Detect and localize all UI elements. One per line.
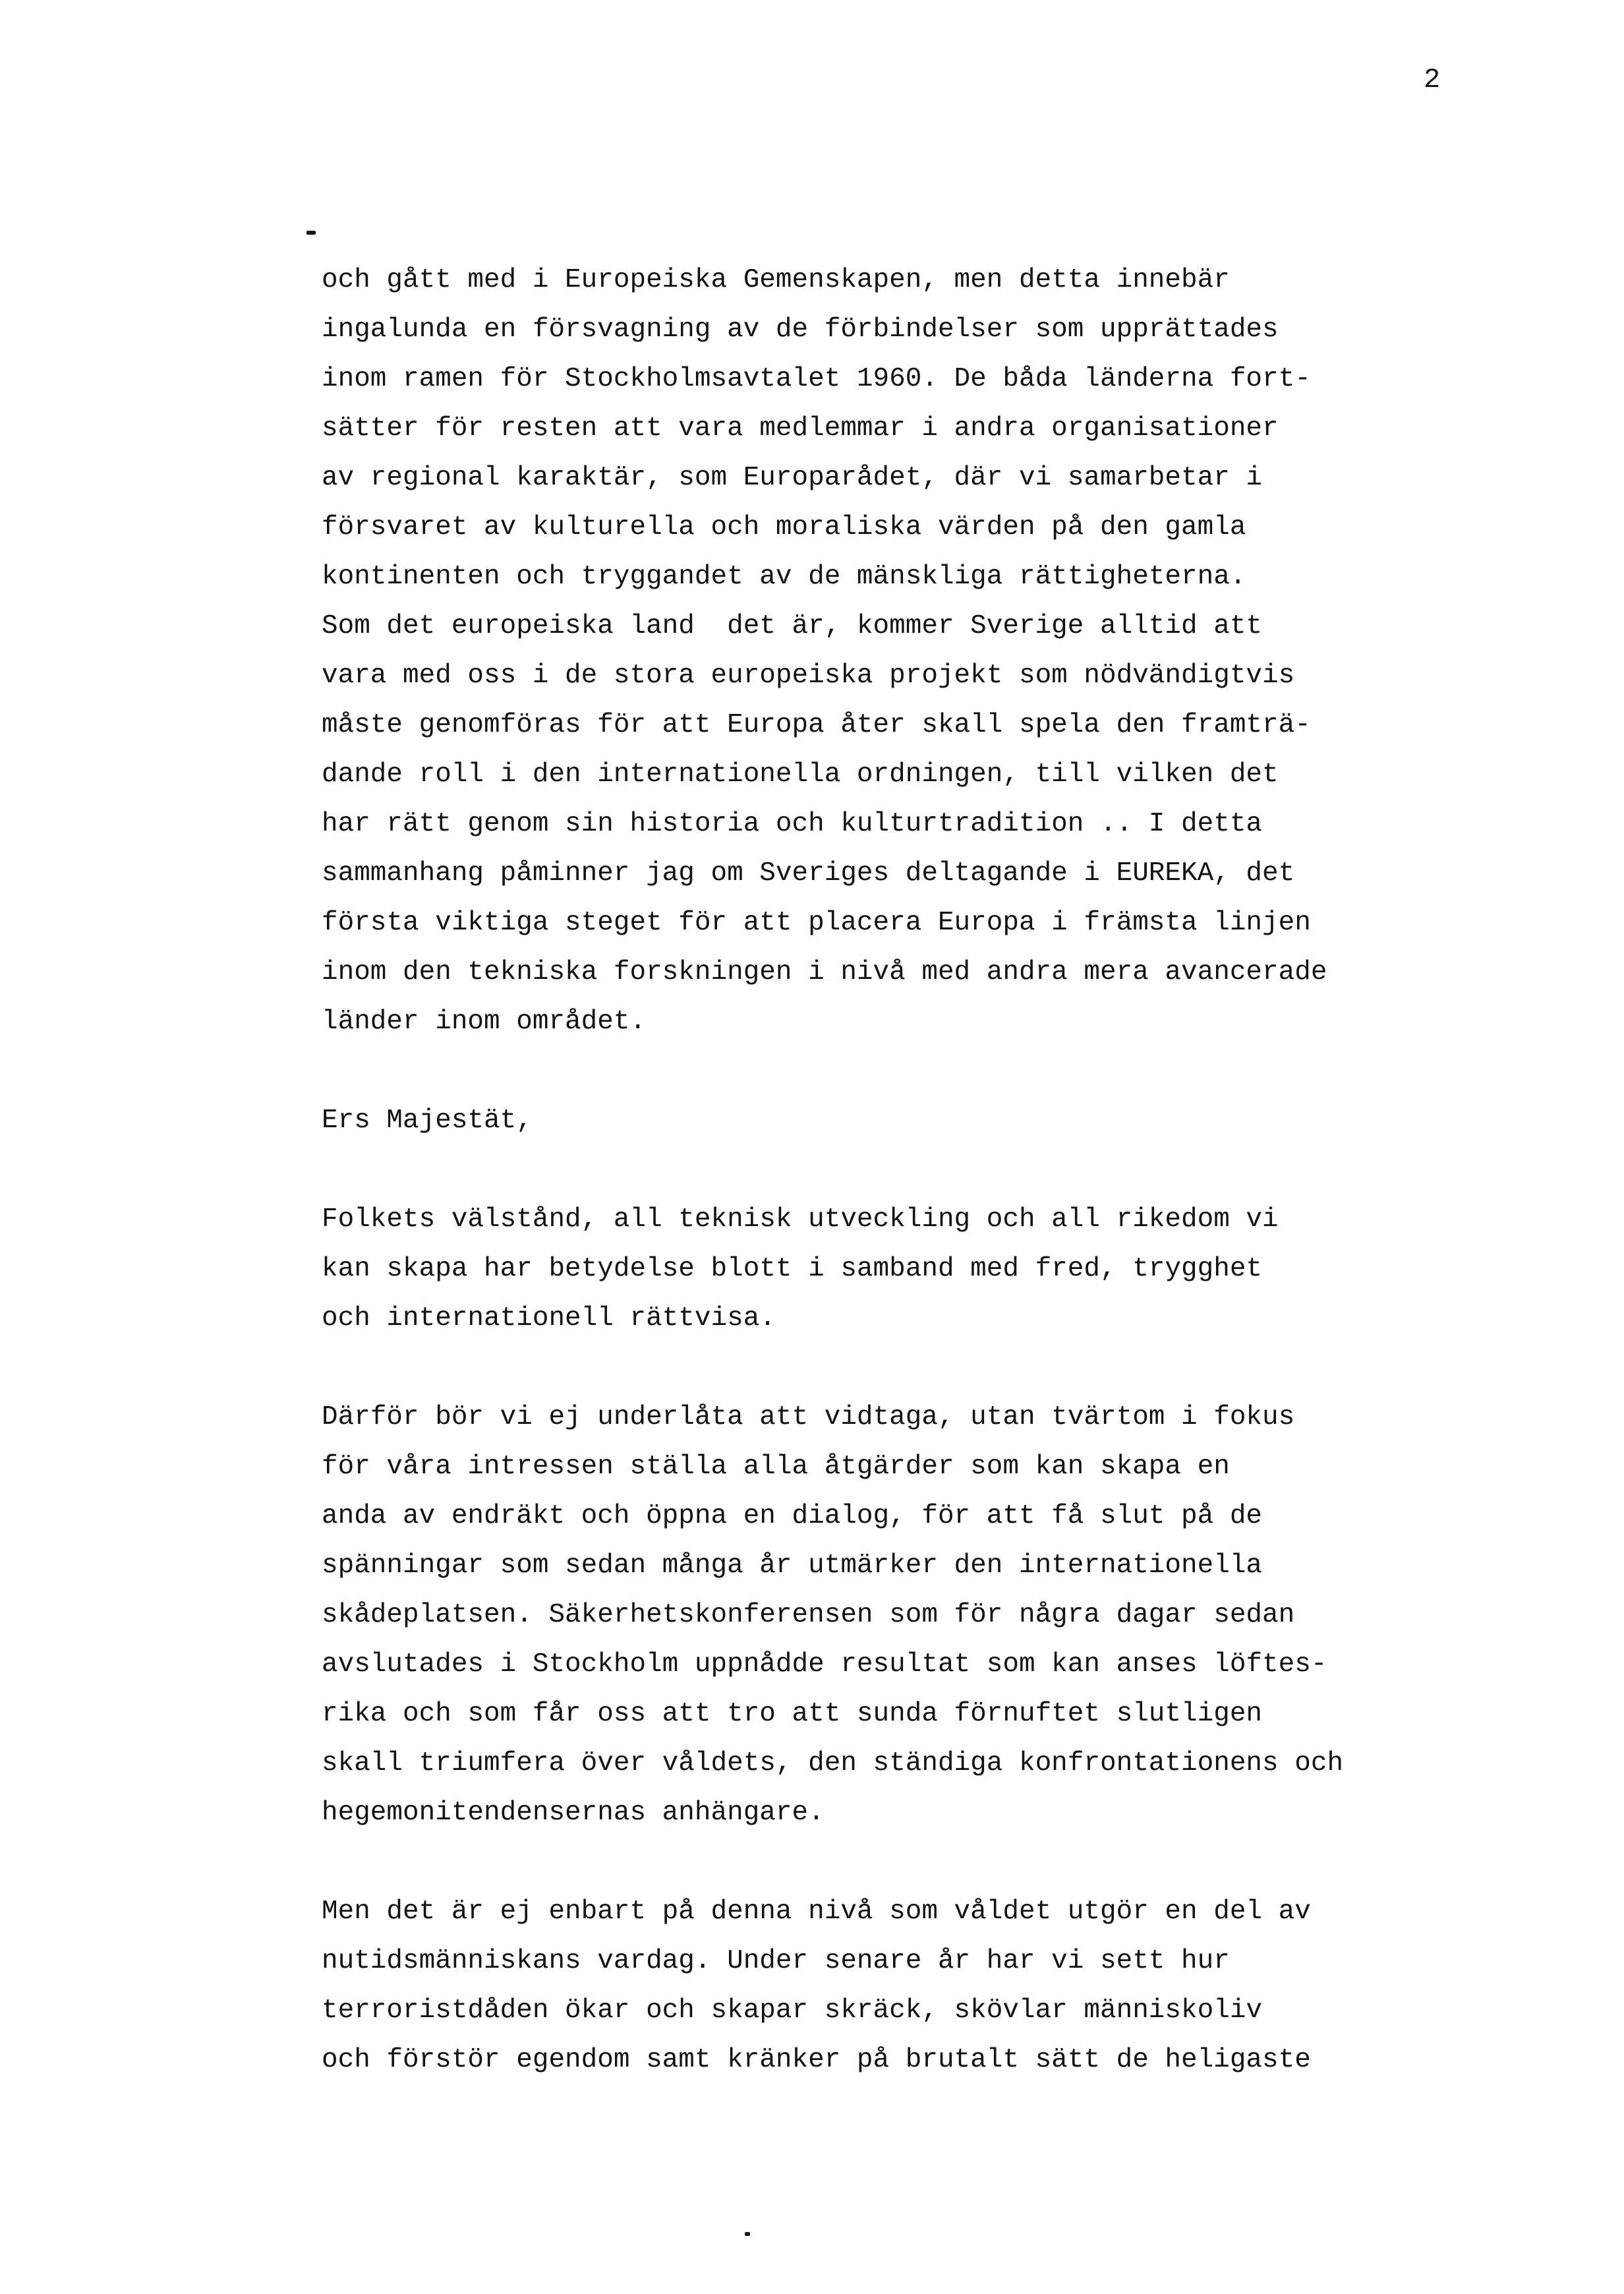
text-line: spänningar som sedan många år utmärker den internationella [322,1550,1263,1581]
text-line: kan skapa har betydelse blott i samband med fred, trygghet [322,1254,1263,1284]
typed-text-body [322,256,1587,2085]
paragraph [322,256,1587,1047]
paragraph-gap [322,1047,1587,1096]
text-line: sätter för resten att vara medlemmar i andra organisationer [322,413,1279,444]
text-line: Som det europeiska land det är, kommer Sverige alltid att [322,611,1263,641]
paragraph [322,1195,1587,1343]
text-line: terroristdåden ökar och skapar skräck, skövlar människoliv [322,1995,1263,2026]
text-line: ingalunda en försvagning av de förbindelser som upprättades [322,314,1279,345]
text-line: avslutades i Stockholm uppnådde resultat som kan anses löftes- [322,1649,1327,1680]
text-line: Folkets välstånd, all teknisk utveckling och all rikedom vi [322,1204,1279,1235]
ink-mark [745,2232,750,2236]
text-line: och gått med i Europeiska Gemenskapen, men detta innebär [322,265,1230,295]
salutation: Ers Majestät, [322,1105,533,1136]
text-line: rika och som får oss att tro att sunda förnuftet slutligen [322,1699,1263,1729]
text-line: hegemonitendensernas anhängare. [322,1798,825,1828]
text-line: har rätt genom sin historia och kulturtradition .. I detta [322,809,1263,839]
text-line: dande roll i den internationella ordningen, till vilken det [322,759,1279,790]
paragraph [322,1096,1587,1146]
text-line: försvaret av kulturella och moraliska värden på den gamla [322,512,1246,543]
text-line: Men det är ej enbart på denna nivå som våldet utgör en del av [322,1897,1311,1927]
paragraph-gap [322,1146,1587,1195]
text-line: länder inom området. [322,1007,647,1037]
paragraph-gap [322,1343,1587,1393]
text-line: Därför bör vi ej underlåta att vidtaga, utan tvärtom i fokus [322,1402,1295,1432]
text-line: nutidsmänniskans vardag. Under senare år har vi sett hur [322,1946,1230,1976]
paragraph [322,1393,1587,1838]
text-line: och internationell rättvisa. [322,1303,776,1334]
paragraph [322,1887,1587,2085]
text-line: och förstör egendom samt kränker på brutalt sätt de heligaste [322,2045,1311,2075]
paragraph-gap [322,1838,1587,1887]
text-line: av regional karaktär, som Europarådet, där vi samarbetar i [322,463,1263,493]
text-line: måste genomföras för att Europa åter skall spela den framträ- [322,710,1311,740]
text-line: för våra intressen ställa alla åtgärder som kan skapa en [322,1452,1230,1482]
text-line: inom den tekniska forskningen i nivå med andra mera avancerade [322,957,1327,987]
text-line: kontinenten och tryggandet av de mänskliga rättigheterna. [322,562,1246,592]
text-line: sammanhang påminner jag om Sveriges deltagande i EUREKA, det [322,858,1295,889]
text-line: anda av endräkt och öppna en dialog, för att få slut på de [322,1501,1263,1531]
ink-mark [306,231,316,235]
text-line: skall triumfera över våldets, den ständiga konfrontationens och [322,1748,1344,1779]
page-number: 2 [1424,64,1441,96]
text-line: inom ramen för Stockholmsavtalet 1960. De båda länderna fort- [322,364,1311,394]
text-line: vara med oss i de stora europeiska projekt som nödvändigtvis [322,661,1295,691]
text-line: första viktiga steget för att placera Europa i främsta linjen [322,908,1311,938]
text-line: skådeplatsen. Säkerhetskonferensen som för några dagar sedan [322,1600,1295,1630]
